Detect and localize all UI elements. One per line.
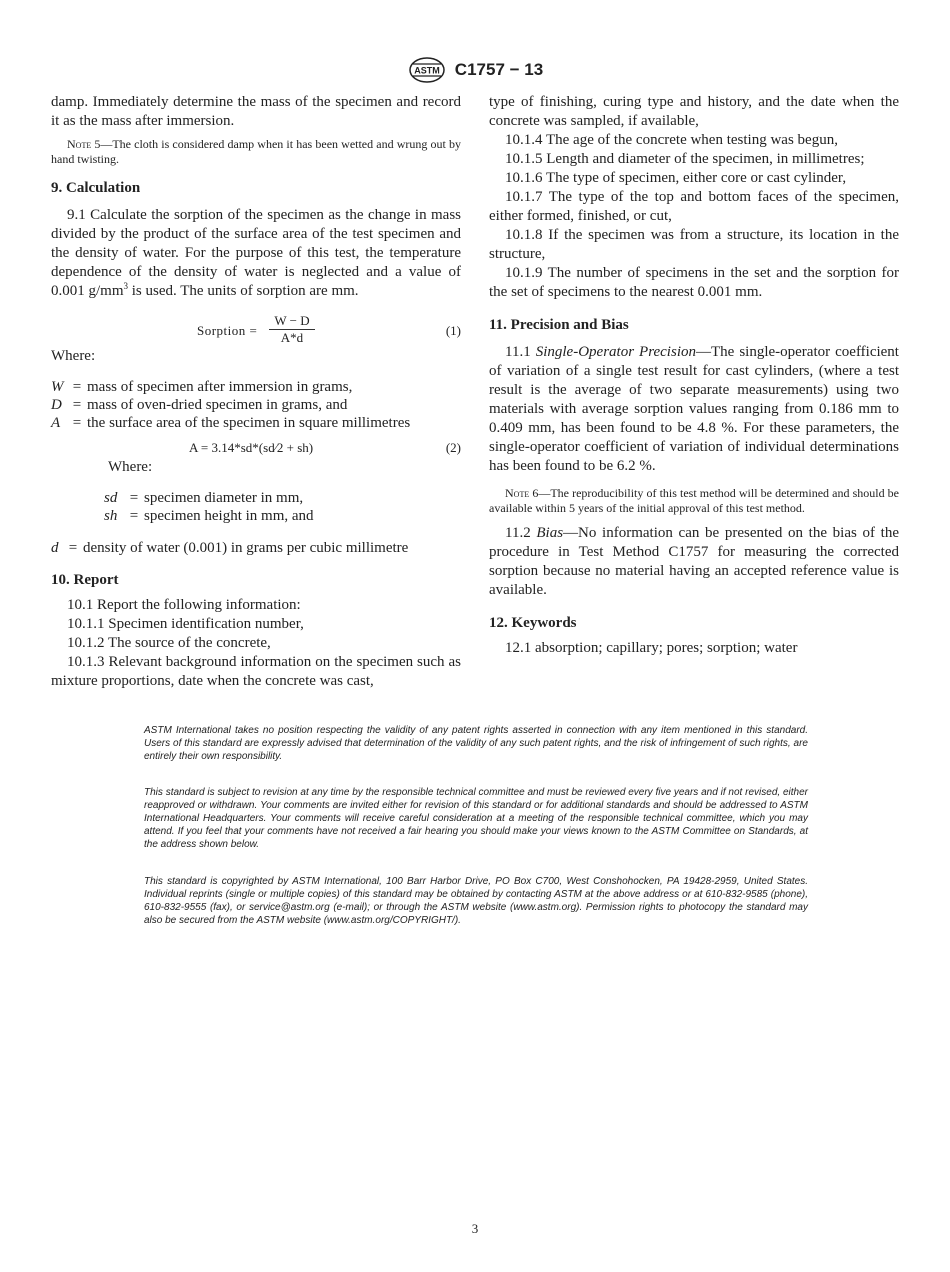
fraction-numerator: W − D xyxy=(269,313,315,330)
footer-patent-notice: ASTM International takes no position respecting the validity of any patent rights asserted in connection with any item mentioned in this standard. Users of this standard are expressly advised that determination of the validity of any such patent rights, and the risk of infringement of such rights, are entirely their own responsibility. xyxy=(144,725,808,762)
paragraph-10-1-4: 10.1.4 The age of the concrete when testing was begun, xyxy=(505,132,838,148)
variable-row: d = density of water (0.001) in grams per cubic millimetre xyxy=(51,540,409,556)
note-label: Note xyxy=(67,137,92,151)
variable-row: W = mass of specimen after immersion in grams, xyxy=(51,379,353,395)
footer-copyright-notice: This standard is copyrighted by ASTM International, 100 Barr Harbor Drive, PO Box C700, West Conshohocken, PA 19428-2959, United States. Individual reprints (single or multiple copies) of this standard may be obtained by contacting ASTM at the above address or at 610-832-9585 (phone), 610-832-9555 (fax), or service@astm.org (e-mail); or through the ASTM website (www.astm.org). Permission rights to photocopy the standard may also be secured from the ASTM website (www.astm.org/COPYRIGHT/). xyxy=(144,876,808,926)
variable-list xyxy=(51,378,461,432)
note-text: 6—The reproducibility of this test method will be determined and should be available within 5 years of the initial approval of this test method. xyxy=(489,486,899,515)
where-label: Where: xyxy=(51,348,96,364)
note-label: Note xyxy=(505,486,530,500)
paragraph-10-1-8: 10.1.8 If the specimen was from a structure, its location in the structure, xyxy=(489,227,899,262)
page-header xyxy=(0,56,950,84)
note-text: 5—The cloth is considered damp when it has been wetted and wrung out by hand twisting. xyxy=(51,137,461,166)
equation-1 xyxy=(51,313,461,347)
section-heading-keywords: 12. Keywords xyxy=(489,615,577,631)
equation-lhs: Sorption = xyxy=(197,323,258,338)
section-heading-calculation: 9. Calculation xyxy=(51,180,141,196)
paragraph-9-1: 9.1 Calculate the sorption of the specimen as the change in mass divided by the product of the surface area of the test specimen and the density of water. For the purpose of this test, the temperature dependence of the density of water is neglected and a value of 0.001 $g/mm^3$ is used. The units of sorption are mm. xyxy=(51,207,461,299)
section-heading-precision-bias: 11. Precision and Bias xyxy=(489,317,629,333)
variable-row: A = the surface area of the specimen in square millimetres xyxy=(51,415,411,431)
paragraph-10-1: 10.1 Report the following information: xyxy=(67,597,301,613)
logo-text: ASTM xyxy=(414,65,440,76)
equation-number: (2) xyxy=(445,440,461,455)
variable-row: sh = specimen height in mm, and xyxy=(104,508,314,524)
page-number: 3 xyxy=(471,1221,479,1236)
left-column xyxy=(51,93,461,691)
where-label: Where: xyxy=(108,459,153,475)
equation-number: (1) xyxy=(445,323,461,338)
paragraph-10-1-7: 10.1.7 The type of the top and bottom faces of the specimen, either formed, finished, or cut, xyxy=(489,189,899,224)
paragraph-11-2: 11.2 Bias—No information can be presented on the bias of the procedure in Test Method C1757 for measuring the corrected sorption because no material having an accepted reference value is available. xyxy=(489,525,899,598)
paragraph-11-1: 11.1 Single-Operator Precision—The single-operator coefficient of variation of a single test result for cast cylinders, (where a test result is the average of two separate measurements) using two materials with average sorption values ranging from 0.186 mm to 0.409 mm, has been found to be 4.8 %. For these parameters, the single-operator coefficient of variation of individual determinations has been found to be 6.2 %. xyxy=(489,344,899,474)
variable-row: D = mass of oven-dried specimen in grams, and xyxy=(51,397,348,413)
density-variable xyxy=(51,539,461,557)
equation-expression: A = 3.14*sd*(sd⁄2 + sh) xyxy=(189,440,314,455)
section-heading-report: 10. Report xyxy=(51,572,119,588)
paragraph-continuation: damp. Immediately determine the mass of the specimen and record it as the mass after immersion. xyxy=(51,94,461,129)
note-6 xyxy=(489,486,899,516)
paragraph-10-1-2: 10.1.2 The source of the concrete, xyxy=(67,635,271,651)
paragraph-10-1-1: 10.1.1 Specimen identification number, xyxy=(67,616,304,632)
note-5 xyxy=(51,137,461,167)
footer-revision-notice: This standard is subject to revision at any time by the responsible technical committee and must be reviewed every five years and if not revised, either reapproved or withdrawn. Your comments are invited either for revision of this standard or for additional standards and should be addressed to ASTM International Headquarters. Your comments will receive careful consideration at a meeting of the responsible technical committee, which you may attend. If you feel that your comments have not received a fair hearing you should make your views known to the ASTM Committee on Standards, at the address shown below. xyxy=(144,787,808,850)
paragraph-10-1-9: 10.1.9 The number of specimens in the set and the sorption for the set of specimens to the nearest 0.001 mm. xyxy=(489,265,899,300)
standard-designation: C1757 − 13 xyxy=(454,60,544,79)
right-column xyxy=(489,93,899,658)
fraction-denominator: A*d xyxy=(280,330,304,345)
paragraph-10-1-6: 10.1.6 The type of specimen, either core or cast cylinder, xyxy=(505,170,847,186)
paragraph-10-1-3: 10.1.3 Relevant background information on the specimen such as mixture proportions, date when the concrete was cast, xyxy=(51,654,461,689)
paragraph-10-1-5: 10.1.5 Length and diameter of the specimen, in millimetres; xyxy=(505,151,865,167)
equation-2 xyxy=(51,436,461,458)
paragraph-12-1: 12.1 absorption; capillary; pores; sorption; water xyxy=(505,640,798,656)
sub-variable-list xyxy=(104,489,314,525)
paragraph-continuation: type of finishing, curing type and history, and the date when the concrete was sampled, if available, xyxy=(489,94,899,129)
astm-logo-icon xyxy=(407,56,447,84)
variable-row: sd = specimen diameter in mm, xyxy=(104,490,304,506)
equation-fraction xyxy=(269,313,315,346)
